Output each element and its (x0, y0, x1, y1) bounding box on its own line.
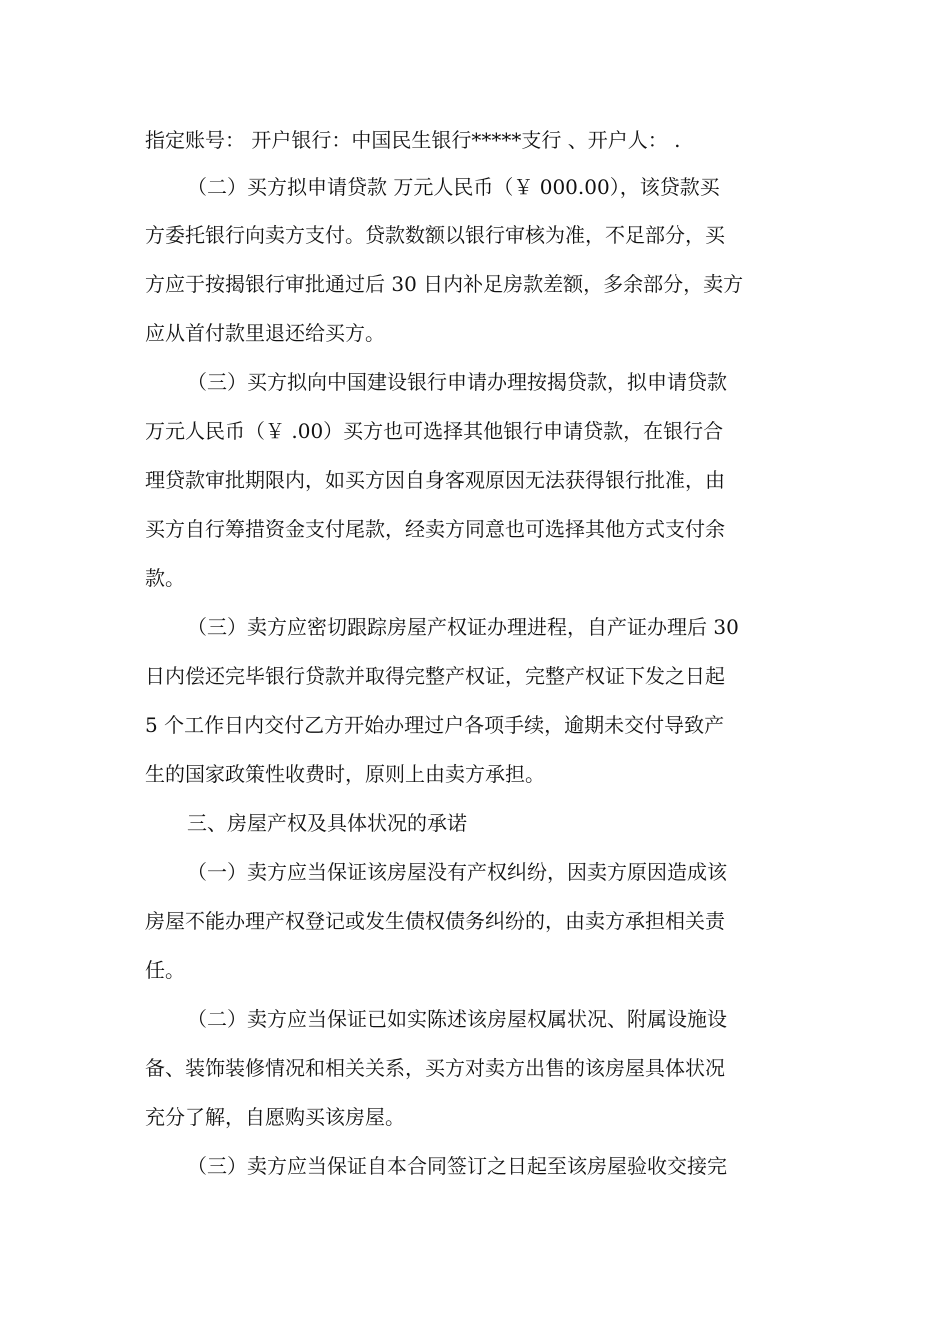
text-line: 充分了解，自愿购买该房屋。 (145, 1105, 405, 1129)
text-line: 应从首付款里退还给买方。 (145, 321, 385, 345)
text-line: 任。 (145, 958, 185, 982)
text-line: 万元人民币（￥ .00）买方也可选择其他银行申请贷款，在银行合 (145, 419, 724, 443)
text-line: 房屋不能办理产权登记或发生债权债务纠纷的，由卖方承担相关责 (145, 909, 725, 933)
text-line: 生的国家政策性收费时，原则上由卖方承担。 (145, 762, 545, 786)
text-line: 款。 (145, 566, 185, 590)
text-line: 日内偿还完毕银行贷款并取得完整产权证，完整产权证下发之日起 (145, 664, 725, 688)
text-line: （三）卖方应密切跟踪房屋产权证办理进程，自产证办理后 30 (187, 615, 739, 639)
text-line: 方委托银行向卖方支付。贷款数额以银行审核为准，不足部分，买 (145, 223, 725, 247)
text-line: （二）买方拟申请贷款 万元人民币（￥ 000.00），该贷款买 (187, 175, 720, 199)
text-line: （三）买方拟向中国建设银行申请办理按揭贷款，拟申请贷款 (187, 370, 727, 394)
text-line: 理贷款审批期限内，如买方因自身客观原因无法获得银行批准，由 (145, 468, 725, 492)
text-line: 买方自行筹措资金支付尾款，经卖方同意也可选择其他方式支付余 (145, 517, 725, 541)
text-line: （三）卖方应当保证自本合同签订之日起至该房屋验收交接完 (187, 1154, 727, 1178)
text-line: 5 个工作日内交付乙方开始办理过户各项手续，逾期未交付导致产 (145, 713, 725, 737)
text-line: 方应于按揭银行审批通过后 30 日内补足房款差额，多余部分，卖方 (145, 272, 744, 296)
text-line: （一）卖方应当保证该房屋没有产权纠纷，因卖方原因造成该 (187, 860, 727, 884)
text-line: （二）卖方应当保证已如实陈述该房屋权属状况、附属设施设 (187, 1007, 727, 1031)
text-line: 备、装饰装修情况和相关关系，买方对卖方出售的该房屋具体状况 (145, 1056, 725, 1080)
text-line: 指定账号： 开户银行：中国民生银行*****支行 、开户人： . (145, 128, 681, 152)
section-heading: 三、房屋产权及具体状况的承诺 (187, 811, 467, 835)
